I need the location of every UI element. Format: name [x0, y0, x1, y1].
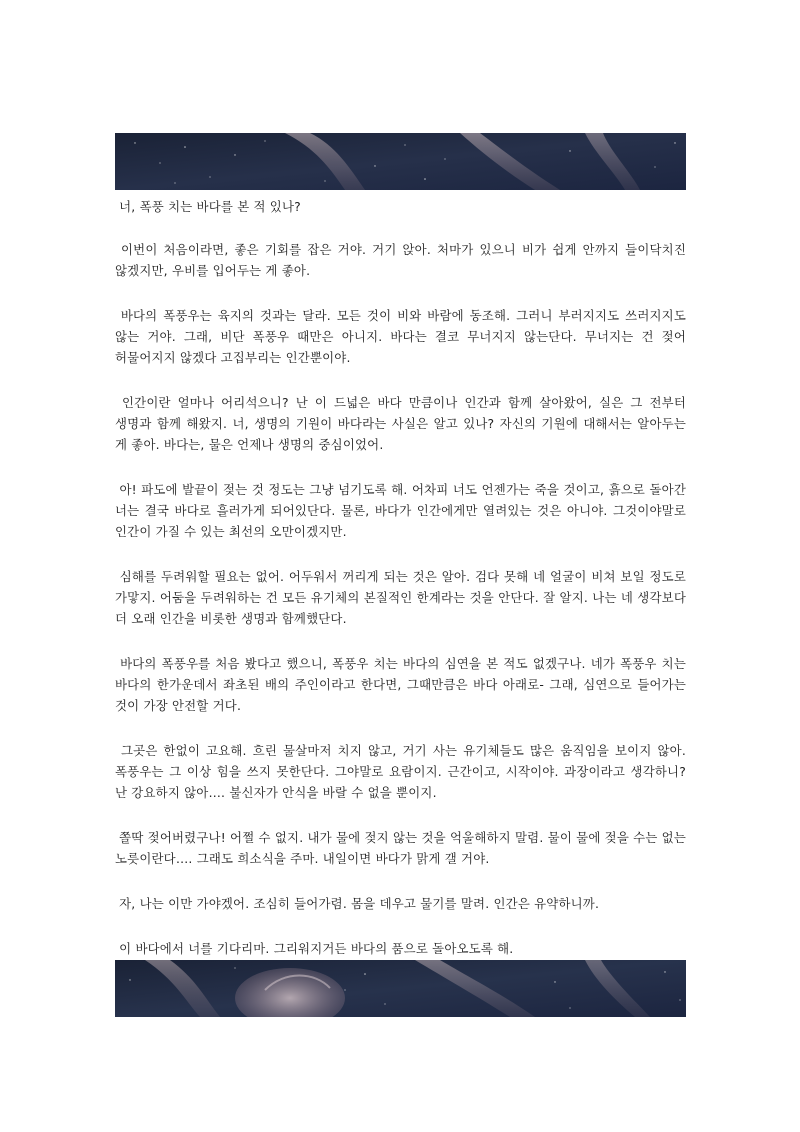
paragraph: 이 바다에서 너를 기다리마. 그리워지거든 바다의 품으로 돌아오도록 해. [115, 941, 514, 956]
paragraph: 심해를 두려워할 필요는 없어. 어두워서 꺼리게 되는 것은 알아. 검다 못해 네 얼굴이 비쳐 보일 정도로 가맣지. 어둠을 두려워하는 건 모든 유기체의 본질적인 한계라는 것을 안단다. 잘 알지. 나는 네 생각보다 더 오래 인간을 비롯한 생명과 함께했단다. [115, 569, 691, 626]
paragraph: 바다의 폭풍우는 육지의 것과는 달라. 모든 것이 비와 바람에 동조해. 그러니 부러지지도 쓰러지지도 않는 거야. 그래, 비단 폭풍우 때만은 아니지. 바다는 결코 무너지지 않는단다. 무너지는 건 젖어 허물어지지 않겠다 고집부리는 인간뿐이야. [115, 308, 691, 365]
paragraph: 아! 파도에 발끝이 젖는 것 정도는 그냥 넘기도록 해. 어차피 너도 언젠가는 죽을 것이고, 흙으로 돌아간 너는 결국 바다로 흘러가게 되어있단다. 물론, 바다가 인간에게만 열려있는 것은 아니야. 그것이야말로 인간이 가질 수 있는 최선의 오만이겠지만. [115, 482, 691, 539]
paragraph: 자, 나는 이만 가야겠어. 조심히 들어가렴. 몸을 데우고 물기를 말려. 인간은 유약하니까. [115, 896, 600, 911]
paragraph: 쫄딱 젖어버렸구나! 어쩔 수 없지. 내가 물에 젖지 않는 것을 억울해하지 말렴. 물이 물에 젖을 수는 없는 노릇이란다…. 그래도 희소식을 주마. 내일이면 바다가 맑게 갤 거야. [115, 830, 691, 866]
paragraph: 너, 폭풍 치는 바다를 본 적 있나? [115, 199, 301, 214]
paragraph: 인간이란 얼마나 어리석으니? 난 이 드넓은 바다 만큼이나 인간과 함께 살아왔어, 실은 그 전부터 생명과 함께 해왔지. 너, 생명의 기원이 바다라는 사실은 알고 있나? 자신의 기원에 대해서는 알아두는 게 좋아. 바다는, 물은 언제나 생명의 중심이었어. [115, 395, 691, 452]
bottom-banner-image [115, 960, 686, 1017]
paragraph: 바다의 폭풍우를 처음 봤다고 했으니, 폭풍우 치는 바다의 심연을 본 적도 없겠구나. 네가 폭풍우 치는 바다의 한가운데서 좌초된 배의 주인이라고 한다면, 그때만큼은 바다 아래로- 그래, 심연으로 들어가는 것이 가장 안전할 거다. [115, 656, 691, 713]
top-banner-image [115, 133, 686, 190]
paragraph: 이번이 처음이라면, 좋은 기회를 잡은 거야. 거기 앉아. 처마가 있으니 비가 쉽게 안까지 들이닥치진 않겠지만, 우비를 입어두는 게 좋아. [115, 242, 691, 278]
paragraph: 그곳은 한없이 고요해. 흐린 물살마저 치지 않고, 거기 사는 유기체들도 많은 움직임을 보이지 않아. 폭풍우는 그 이상 힘을 쓰지 못한단다. 그야말로 요람이지. 근간이고, 시작이야. 과장이라고 생각하니? 난 강요하지 않아…. 불신자가 안식을 바랄 수 없을 뿐이지. [115, 743, 691, 800]
document-body [115, 196, 691, 983]
